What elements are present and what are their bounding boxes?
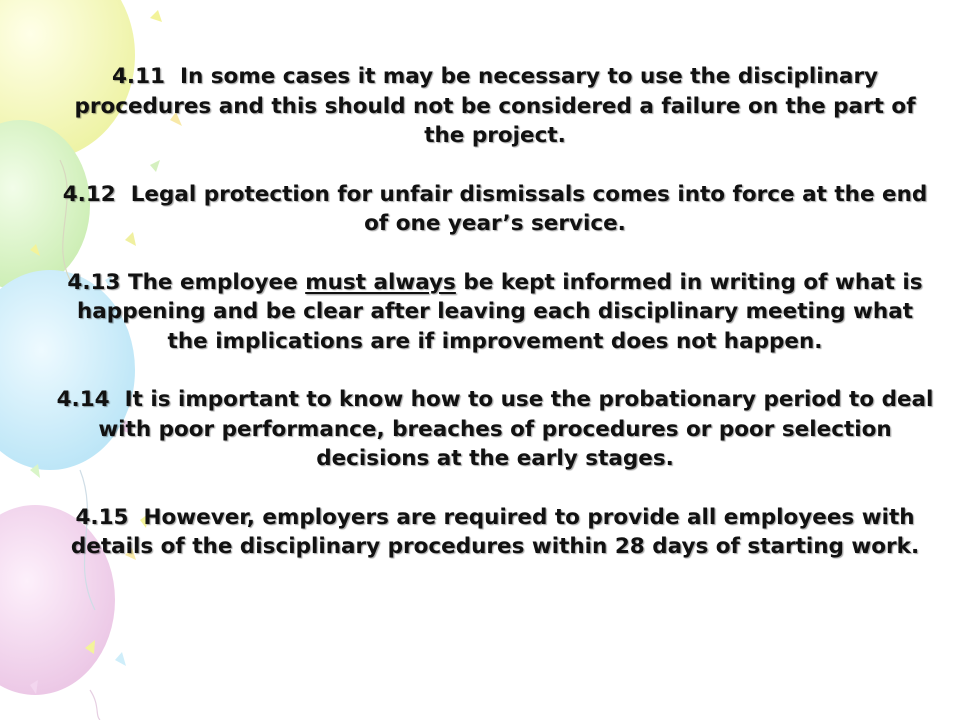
confetti-piece [150, 10, 162, 22]
paragraph-number: 4.13 [67, 269, 121, 295]
paragraph-4-11 [55, 62, 935, 151]
paragraph-text: Legal protection for unfair dismissals comes into force at the end of one year’s service. [130, 181, 928, 236]
paragraph-number: 4.14 [56, 387, 110, 412]
paragraph-text-before: The employee [127, 269, 298, 295]
confetti-piece [115, 652, 126, 666]
paragraph-text: In some cases it may be necessary to use the disciplinary procedures and this should not be considered a failure on the part of the project. [74, 64, 916, 148]
slide-body [55, 62, 935, 591]
paragraph-4-14 [55, 385, 935, 474]
paragraph-text: However, employers are required to provide all employees with details of the disciplinary procedures within 28 days of starting work. [70, 504, 920, 559]
paragraph-number: 4.15 [75, 504, 129, 530]
emphasis-underlined: must always [305, 269, 456, 295]
paragraph-text: It is important to know how to use the probationary period to deal with poor performance, breaches of procedures or poor selection decisions at the early stages. [98, 387, 934, 471]
paragraph-text-after: be kept informed in writing of what is happening and be clear after leaving each disciplinary meeting what the implications are if improvement does not happen. [76, 269, 923, 354]
paragraph-4-13 [55, 268, 935, 357]
paragraph-4-12 [55, 180, 935, 239]
paragraph-number: 4.11 [111, 64, 165, 89]
paragraph-number: 4.12 [62, 181, 116, 207]
paragraph-4-15 [55, 503, 935, 562]
balloon-string [90, 690, 100, 720]
